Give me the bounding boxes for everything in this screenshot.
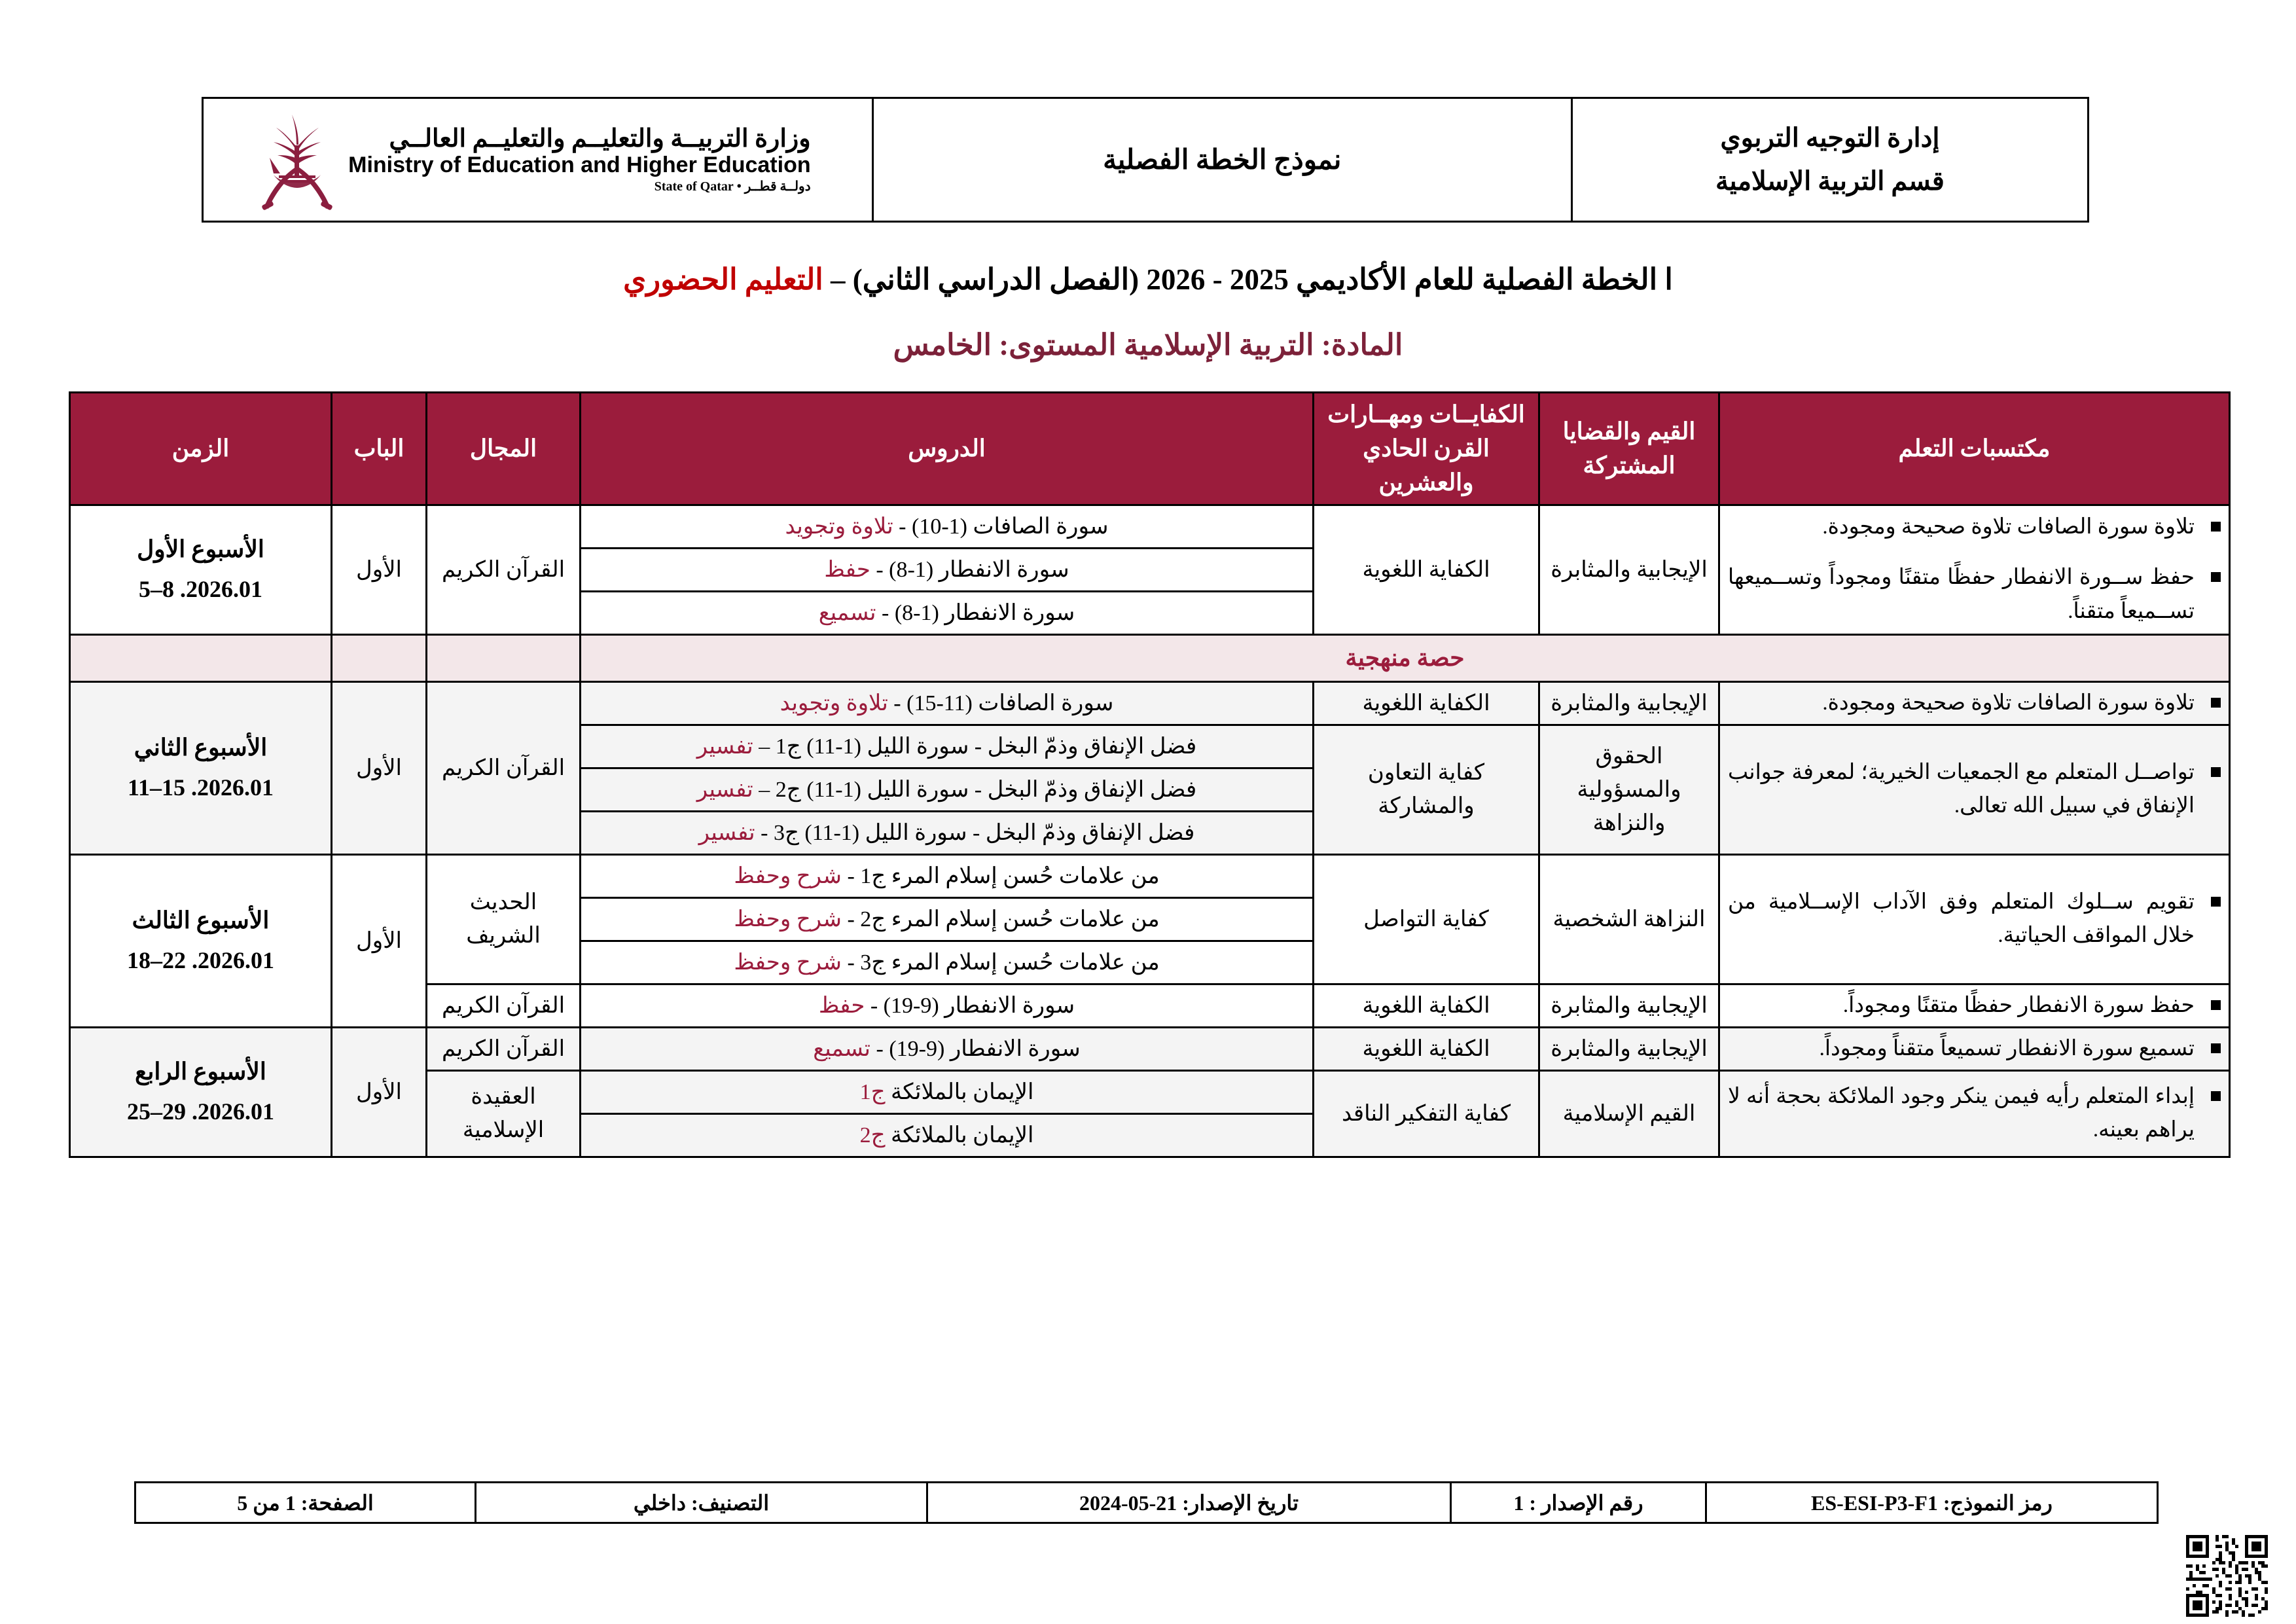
lesson-main-text: فضل الإنفاق وذمّ البخل - سورة الليل (1-11) ج1 – bbox=[753, 734, 1197, 759]
footer-classification: التصنيف: داخلي bbox=[476, 1483, 927, 1523]
cell-week bbox=[70, 854, 332, 1027]
lesson-type-label: تسميع bbox=[818, 600, 876, 625]
cell-shared-values: القيم الإسلامية bbox=[1539, 1070, 1719, 1157]
lesson-type-label: شرح وحفظ bbox=[734, 907, 842, 931]
table-row bbox=[70, 1027, 2230, 1070]
cell-shared-values: الإيجابية والمثابرة bbox=[1539, 984, 1719, 1027]
column-header-learning-outcomes: مكتسبات التعلم bbox=[1719, 393, 2230, 505]
cell-learning-outcomes bbox=[1719, 1027, 2230, 1070]
footer-issue-date: تاريخ الإصدار: 21-05-2024 bbox=[927, 1483, 1451, 1523]
cell-lesson bbox=[581, 1027, 1314, 1070]
ministry-name-english: Ministry of Education and Higher Education bbox=[348, 153, 811, 178]
ministry-name-arabic: وزارة التربيــة والتعليــم والتعليــم العالــي bbox=[389, 125, 811, 153]
outcome-item: تسميع سورة الانفطار تسميعاً متقناً ومجوداً. bbox=[1728, 1032, 2221, 1066]
curricular-spacer-time bbox=[70, 634, 332, 681]
document-header bbox=[202, 97, 2089, 223]
competencies-line-1: الكفايــات ومهــارات bbox=[1327, 401, 1525, 427]
lesson-type-label: شرح وحفظ bbox=[734, 863, 842, 888]
cell-subject-area: القرآن الكريم bbox=[427, 984, 581, 1027]
table-row bbox=[70, 854, 2230, 897]
cell-lesson bbox=[581, 854, 1314, 897]
cell-lesson bbox=[581, 941, 1314, 984]
shared-values-line-1: القيم والقضايا bbox=[1562, 418, 1696, 445]
cell-lesson bbox=[581, 1113, 1314, 1157]
lesson-type-label: تلاوة وتجويد bbox=[780, 691, 888, 715]
outcome-item: حفظ ســورة الانفطار حفظًا متقنًا ومجوداً وتســميعها تســميعاً متقناً. bbox=[1728, 561, 2221, 628]
footer-issue-number: رقم الإصدار : 1 bbox=[1451, 1483, 1706, 1523]
curricular-spacer-field bbox=[427, 634, 581, 681]
cell-chapter: الأول bbox=[332, 681, 427, 854]
week-date: 2026.01. 22–18 bbox=[127, 947, 274, 974]
header-logo-cell bbox=[203, 98, 873, 222]
column-header-chapter: الباب bbox=[332, 393, 427, 505]
cell-week bbox=[70, 505, 332, 634]
competencies-line-2: القرن الحادي bbox=[1363, 435, 1490, 462]
lesson-type-label: ج1 bbox=[859, 1079, 886, 1104]
cell-learning-outcomes bbox=[1719, 984, 2230, 1027]
cell-competency: الكفاية اللغوية bbox=[1314, 505, 1539, 634]
week-date: 2026.01. 15–11 bbox=[127, 774, 274, 801]
cell-shared-values: الإيجابية والمثابرة bbox=[1539, 505, 1719, 634]
footer-form-code: رمز النموذج: ES-ESI-P3-F1 bbox=[1706, 1483, 2158, 1523]
cell-competency: كفاية التعاون والمشاركة bbox=[1314, 725, 1539, 854]
week-label: الأسبوع الرابع bbox=[135, 1058, 266, 1085]
column-header-time: الزمن bbox=[70, 393, 332, 505]
lesson-type-label: تفسير bbox=[698, 820, 755, 845]
lesson-main-text: سورة الانفطار (9-19) - bbox=[870, 1036, 1081, 1061]
cell-subject-area: القرآن الكريم bbox=[427, 1027, 581, 1070]
curricular-session-row bbox=[70, 634, 2230, 681]
form-title: نموذج الخطة الفصلية bbox=[1103, 145, 1342, 175]
lesson-type-label: شرح وحفظ bbox=[734, 950, 842, 975]
cell-lesson bbox=[581, 725, 1314, 768]
outcome-item: إبداء المتعلم رأيه فيمن ينكر وجود الملائكة بحجة أنه لا يراهم بعينه. bbox=[1728, 1080, 2221, 1147]
cell-shared-values: الإيجابية والمثابرة bbox=[1539, 681, 1719, 725]
lesson-type-label: تفسير bbox=[696, 777, 753, 802]
lesson-main-text: سورة الصافات (1-10) - bbox=[893, 514, 1109, 539]
cell-learning-outcomes bbox=[1719, 854, 2230, 984]
qatar-ministry-emblem-icon bbox=[258, 109, 336, 211]
table-row bbox=[70, 505, 2230, 548]
lesson-type-label: تلاوة وتجويد bbox=[785, 514, 893, 539]
lesson-main-text: سورة الانفطار (1-8) - bbox=[876, 600, 1075, 625]
cell-learning-outcomes bbox=[1719, 725, 2230, 854]
cell-lesson bbox=[581, 548, 1314, 591]
page-subtitle: المادة: التربية الإسلامية المستوى: الخامس bbox=[893, 329, 1403, 361]
curricular-session-label: حصة منهجية bbox=[581, 634, 2230, 681]
column-header-lessons: الدروس bbox=[581, 393, 1314, 505]
qr-code-icon bbox=[2186, 1535, 2268, 1617]
cell-week bbox=[70, 1027, 332, 1157]
subject-area-label: الحديث الشريف bbox=[466, 890, 541, 948]
cell-lesson bbox=[581, 768, 1314, 811]
cell-learning-outcomes bbox=[1719, 505, 2230, 634]
department-line-1: إدارة التوجيه التربوي bbox=[1720, 123, 1940, 153]
lesson-main-text: الإيمان بالملائكة bbox=[885, 1123, 1034, 1147]
week-label: الأسبوع الأول bbox=[137, 535, 264, 562]
lesson-main-text: من علامات حُسن إسلام المرء ج1 - bbox=[841, 863, 1160, 888]
curricular-spacer-chapter bbox=[332, 634, 427, 681]
column-header-shared-values bbox=[1539, 393, 1719, 505]
outcome-item: تلاوة سورة الصافات تلاوة صحيحة ومجودة. bbox=[1728, 687, 2221, 720]
cell-competency: الكفاية اللغوية bbox=[1314, 984, 1539, 1027]
lesson-type-label: ج2 bbox=[859, 1123, 886, 1147]
table-header-row bbox=[70, 393, 2230, 505]
cell-lesson bbox=[581, 505, 1314, 548]
lesson-main-text: الإيمان بالملائكة bbox=[885, 1079, 1034, 1104]
cell-subject-area: القرآن الكريم bbox=[427, 681, 581, 854]
cell-chapter: الأول bbox=[332, 854, 427, 1027]
lesson-main-text: من علامات حُسن إسلام المرء ج3 - bbox=[841, 950, 1160, 975]
lesson-main-text: فضل الإنفاق وذمّ البخل - سورة الليل (1-11) ج2 – bbox=[753, 777, 1197, 802]
cell-lesson bbox=[581, 897, 1314, 941]
cell-chapter: الأول bbox=[332, 1027, 427, 1157]
cell-competency: الكفاية اللغوية bbox=[1314, 681, 1539, 725]
lesson-type-label: حفظ bbox=[824, 557, 870, 582]
header-department-cell bbox=[1571, 98, 2088, 222]
cell-lesson bbox=[581, 681, 1314, 725]
lesson-type-label: حفظ bbox=[818, 993, 865, 1018]
page-title bbox=[0, 262, 2296, 297]
semester-plan-table bbox=[69, 391, 2231, 1158]
cell-week bbox=[70, 681, 332, 854]
column-header-competencies bbox=[1314, 393, 1539, 505]
cell-shared-values: النزاهة الشخصية bbox=[1539, 854, 1719, 984]
lesson-main-text: فضل الإنفاق وذمّ البخل - سورة الليل (1-11) ج3 - bbox=[755, 820, 1195, 845]
lesson-main-text: سورة الصافات (11-15) - bbox=[888, 691, 1114, 715]
footer-page-number: الصفحة: 1 من 5 bbox=[135, 1483, 476, 1523]
column-header-subject-area: المجال bbox=[427, 393, 581, 505]
cell-subject-area: العقيدة الإسلامية bbox=[427, 1070, 581, 1157]
competencies-line-3: والعشرين bbox=[1378, 469, 1474, 496]
department-line-2: قسم التربية الإسلامية bbox=[1715, 166, 1945, 196]
state-of-qatar-label: دولــة قطــر • State of Qatar bbox=[654, 179, 811, 194]
cell-lesson bbox=[581, 591, 1314, 634]
cell-competency: الكفاية اللغوية bbox=[1314, 1027, 1539, 1070]
cell-chapter: الأول bbox=[332, 505, 427, 634]
outcome-item: تلاوة سورة الصافات تلاوة صحيحة ومجودة. bbox=[1728, 511, 2221, 544]
lesson-type-label: تفسير bbox=[696, 734, 753, 759]
cell-lesson bbox=[581, 984, 1314, 1027]
lesson-main-text: سورة الانفطار (9-19) - bbox=[865, 993, 1075, 1018]
cell-shared-values: الحقوق والمسؤولية والنزاهة bbox=[1539, 725, 1719, 854]
shared-values-line-2: المشتركة bbox=[1583, 452, 1676, 479]
cell-competency: كفاية التفكير الناقد bbox=[1314, 1070, 1539, 1157]
week-date: 2026.01. 8–5 bbox=[139, 576, 262, 603]
week-label: الأسبوع الثالث bbox=[132, 907, 270, 934]
cell-subject-area bbox=[427, 854, 581, 984]
cell-learning-outcomes bbox=[1719, 681, 2230, 725]
cell-competency: كفاية التواصل bbox=[1314, 854, 1539, 984]
cell-lesson bbox=[581, 1070, 1314, 1113]
document-footer bbox=[134, 1481, 2159, 1524]
lesson-type-label: تسميع bbox=[813, 1036, 871, 1061]
page-title-accent: التعليم الحضوري bbox=[623, 263, 823, 296]
week-date: 2026.01. 29–25 bbox=[127, 1098, 274, 1125]
outcome-item: حفظ سورة الانفطار حفظًا متقنًا ومجوداً. bbox=[1728, 989, 2221, 1022]
table-row bbox=[70, 681, 2230, 725]
lesson-main-text: سورة الانفطار (1-8) - bbox=[870, 557, 1069, 582]
outcome-item: تقويم ســلوك المتعلم وفق الآداب الإســلامية من خلال المواقف الحياتية. bbox=[1728, 886, 2221, 952]
cell-shared-values: الإيجابية والمثابرة bbox=[1539, 1027, 1719, 1070]
page-title-main: ا الخطة الفصلية للعام الأكاديمي 2025 - 2026 (الفصل الدراسي الثاني) – bbox=[823, 263, 1673, 296]
cell-lesson bbox=[581, 811, 1314, 854]
lesson-main-text: من علامات حُسن إسلام المرء ج2 - bbox=[841, 907, 1160, 931]
week-label: الأسبوع الثاني bbox=[134, 734, 268, 761]
table-body bbox=[70, 505, 2230, 1157]
header-form-title-cell bbox=[872, 98, 1571, 222]
cell-subject-area: القرآن الكريم bbox=[427, 505, 581, 634]
cell-learning-outcomes bbox=[1719, 1070, 2230, 1157]
outcome-item: تواصــل المتعلم مع الجمعيات الخيرية؛ لمعرفة جوانب الإنفاق في سبيل الله تعالى. bbox=[1728, 756, 2221, 823]
